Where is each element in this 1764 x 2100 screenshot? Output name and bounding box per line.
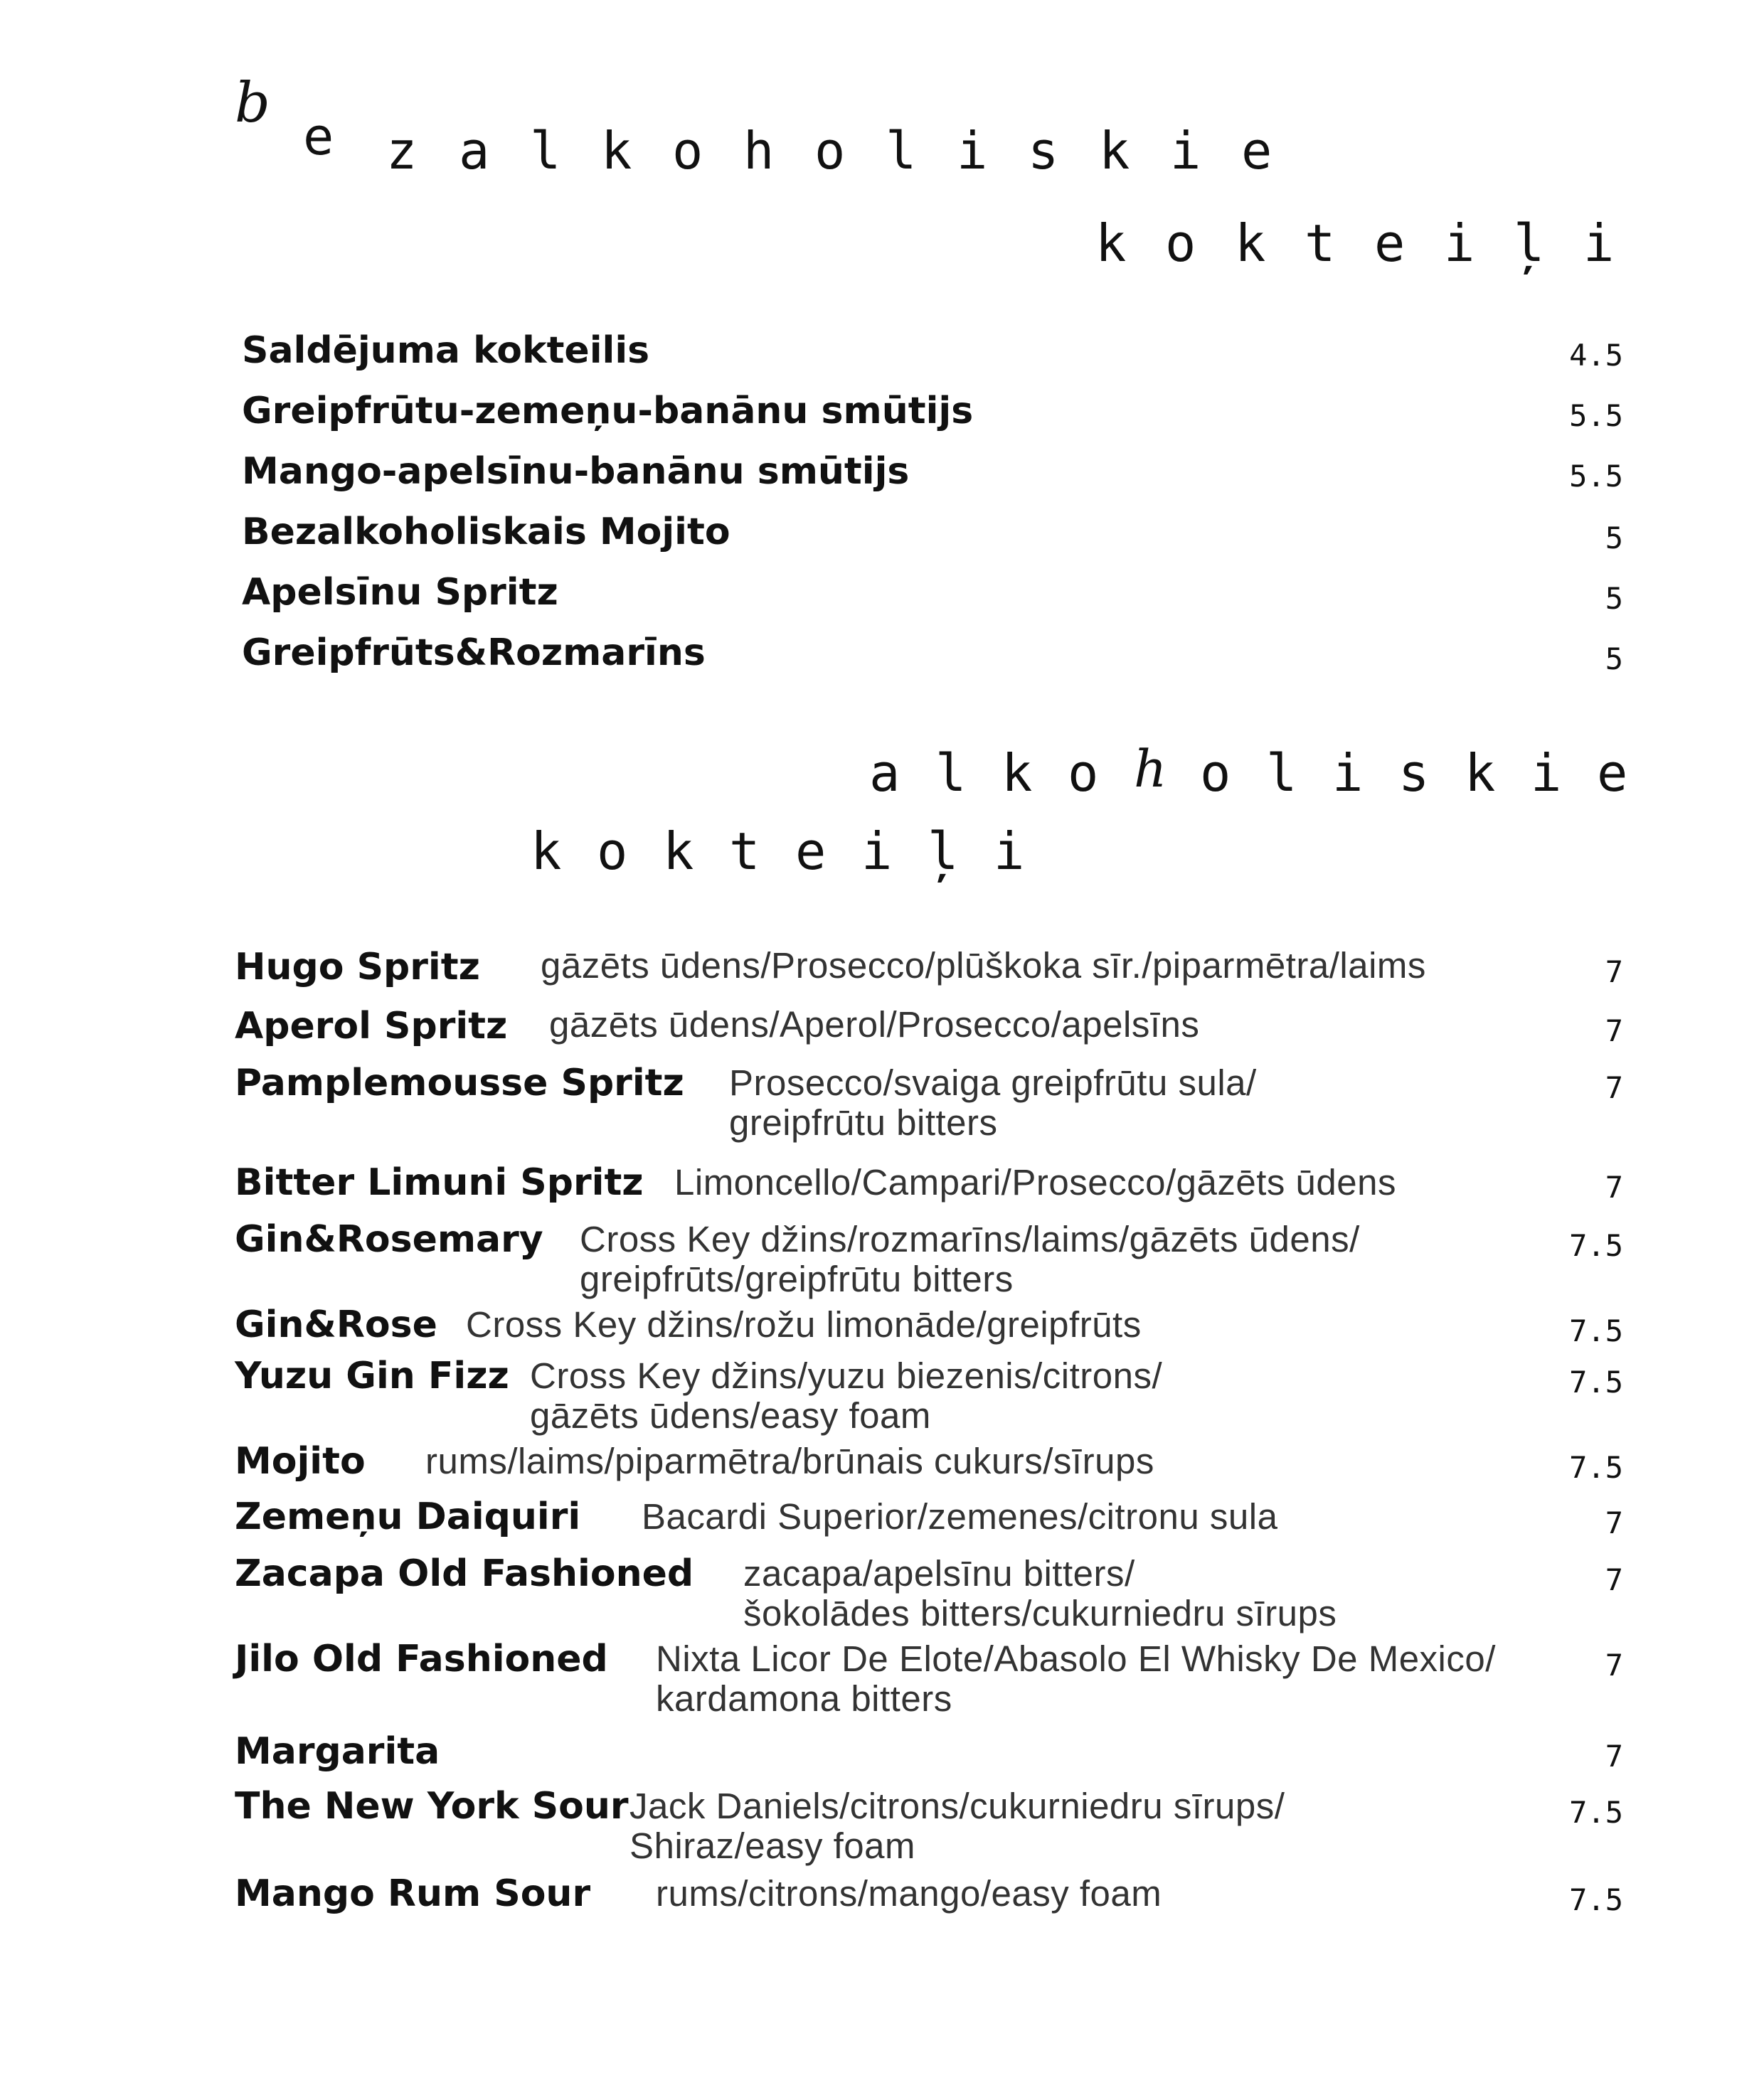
heading-letter: o <box>1200 743 1231 803</box>
menu-item-name: Bitter Limuni Spritz <box>235 1161 644 1204</box>
menu-item-price: 7 <box>1605 1562 1623 1597</box>
heading-letter: k <box>663 821 694 881</box>
menu-item-name: Greipfrūts&Rozmarīns <box>242 631 706 674</box>
heading-letter: l <box>530 121 561 181</box>
menu-item-price: 7 <box>1605 1170 1623 1205</box>
menu-item-desc-line: greipfrūts/greipfrūtu bitters <box>580 1259 1014 1299</box>
menu-item-price: 7.5 <box>1569 1365 1623 1400</box>
menu-item-price: 5 <box>1605 641 1623 676</box>
menu-item-desc <box>425 1441 1154 1481</box>
heading-letter: h <box>1134 739 1167 799</box>
heading-letter: o <box>1165 213 1196 273</box>
menu-item-price: 5 <box>1605 581 1623 616</box>
menu-item-name: Gin&Rosemary <box>235 1218 543 1261</box>
menu-item-desc-line: Cross Key džins/rožu limonāde/greipfrūts <box>466 1304 1142 1345</box>
menu-item-name: Mango-apelsīnu-banānu smūtijs <box>242 450 910 493</box>
menu-item-desc-line: Nixta Licor De Elote/Abasolo El Whisky De Mexico/ <box>656 1638 1496 1679</box>
menu-item-price: 4.5 <box>1569 338 1623 373</box>
heading-letter: ļ <box>928 821 959 881</box>
heading-letter: k <box>601 121 632 181</box>
menu-item-desc-line: gāzēts ūdens/Prosecco/plūškoka sīr./piparmētra/laims <box>541 945 1426 986</box>
menu-item-name: Margarita <box>235 1730 440 1773</box>
heading-letter: i <box>1583 213 1615 273</box>
menu-item-name: Yuzu Gin Fizz <box>235 1355 509 1397</box>
heading-letter: i <box>1531 743 1562 803</box>
heading-letter: i <box>1170 121 1201 181</box>
menu-item-desc <box>466 1305 1142 1345</box>
menu-item-price: 5.5 <box>1569 398 1623 433</box>
heading-letter: t <box>729 821 760 881</box>
menu-item-price: 7 <box>1605 954 1623 989</box>
menu-item-desc-line: gāzēts ūdens/Aperol/Prosecco/apelsīns <box>549 1004 1200 1045</box>
menu-item-desc-line: rums/laims/piparmētra/brūnais cukurs/sīrups <box>425 1441 1154 1481</box>
heading-letter: h <box>743 121 775 181</box>
heading-letter: i <box>861 821 893 881</box>
menu-item-price: 7 <box>1605 1505 1623 1540</box>
menu-item-price: 7.5 <box>1569 1450 1623 1485</box>
heading-letter: i <box>1444 213 1475 273</box>
heading-letter: ļ <box>1514 213 1545 273</box>
menu-item-desc-line: greipfrūtu bitters <box>729 1102 998 1143</box>
menu-item-desc <box>656 1639 1496 1719</box>
heading-letter: o <box>814 121 846 181</box>
heading-letter: i <box>1332 743 1364 803</box>
heading-letter: s <box>1028 121 1059 181</box>
menu-item-name: Bezalkoholiskais Mojito <box>242 511 730 553</box>
menu-item-desc <box>743 1554 1337 1633</box>
menu-item-price: 7 <box>1605 1739 1623 1774</box>
menu-item-price: 7.5 <box>1569 1795 1623 1830</box>
heading-letter: b <box>235 71 270 135</box>
heading-letter: k <box>531 821 562 881</box>
heading-letter: z <box>386 121 418 181</box>
menu-item-price: 7.5 <box>1569 1228 1623 1263</box>
heading-letter: e <box>1374 213 1406 273</box>
menu-item-desc <box>729 1063 1257 1143</box>
heading-letter: a <box>869 743 900 803</box>
menu-item-name: Mango Rum Sour <box>235 1872 591 1915</box>
menu-item-price: 7 <box>1605 1648 1623 1683</box>
heading-letter: t <box>1305 213 1336 273</box>
menu-item-desc-line: Limoncello/Campari/Prosecco/gāzēts ūdens <box>674 1162 1396 1203</box>
heading-letter: l <box>935 743 967 803</box>
heading-letter: l <box>1266 743 1297 803</box>
menu-item-desc <box>656 1874 1162 1914</box>
menu-item-desc-line: zacapa/apelsīnu bitters/ <box>743 1553 1135 1594</box>
menu-item-desc <box>549 1005 1199 1045</box>
menu-item-desc <box>642 1497 1277 1537</box>
heading-letter: k <box>1095 213 1127 273</box>
menu-item-name: Gin&Rose <box>235 1304 437 1346</box>
heading-letter: i <box>957 121 988 181</box>
menu-item-desc-line: rums/citrons/mango/easy foam <box>656 1873 1162 1914</box>
heading-letter: i <box>994 821 1025 881</box>
heading-letter: k <box>1001 743 1033 803</box>
menu-item-name: Greipfrūtu-zemeņu-banānu smūtijs <box>242 390 974 432</box>
heading-letter: a <box>459 121 490 181</box>
heading-letter: k <box>1235 213 1266 273</box>
menu-item-desc-line: Cross Key džins/rozmarīns/laims/gāzēts ūdens/ <box>580 1219 1360 1259</box>
menu-item-name: Hugo Spritz <box>235 946 480 988</box>
menu-item-price: 7 <box>1605 1070 1623 1105</box>
heading-letter: k <box>1465 743 1496 803</box>
menu-item-desc-line: kardamona bitters <box>656 1678 952 1719</box>
menu-item-desc-line: Bacardi Superior/zemenes/citronu sula <box>642 1496 1278 1537</box>
menu-item-name: Mojito <box>235 1440 366 1483</box>
menu-item-desc <box>580 1220 1360 1299</box>
menu-item-name: Apelsīnu Spritz <box>242 571 558 614</box>
heading-letter: e <box>1241 121 1272 181</box>
heading-letter: k <box>1099 121 1130 181</box>
menu-item-desc-line: Cross Key džins/yuzu biezenis/citrons/ <box>530 1355 1163 1396</box>
menu-item-desc <box>674 1163 1396 1203</box>
menu-item-price: 5.5 <box>1569 459 1623 494</box>
menu-item-desc <box>541 946 1426 986</box>
heading-letter: o <box>597 821 628 881</box>
menu-item-price: 7.5 <box>1569 1313 1623 1348</box>
menu-item-desc <box>629 1786 1285 1866</box>
menu-item-name: The New York Sour <box>235 1785 629 1828</box>
menu-item-name: Zemeņu Daiquiri <box>235 1496 581 1538</box>
menu-item-desc-line: Jack Daniels/citrons/cukurniedru sīrups/ <box>629 1786 1285 1826</box>
menu-item-price: 5 <box>1605 521 1623 555</box>
heading-letter: e <box>795 821 827 881</box>
menu-item-desc-line: Shiraz/easy foam <box>629 1825 916 1866</box>
heading-letter: e <box>303 107 334 166</box>
heading-letter: o <box>1068 743 1099 803</box>
heading-letter: s <box>1398 743 1430 803</box>
menu-item-desc-line: Prosecco/svaiga greipfrūtu sula/ <box>729 1062 1257 1103</box>
menu-item-desc-line: šokolādes bitters/cukurniedru sīrups <box>743 1593 1337 1633</box>
menu-item-desc-line: gāzēts ūdens/easy foam <box>530 1395 931 1436</box>
menu-item-name: Pamplemousse Spritz <box>235 1062 684 1104</box>
menu-item-price: 7.5 <box>1569 1882 1623 1917</box>
heading-letter: o <box>672 121 703 181</box>
menu-item-name: Saldējuma kokteilis <box>242 329 650 372</box>
heading-letter: e <box>1597 743 1628 803</box>
menu-item-desc <box>530 1356 1162 1436</box>
menu-item-name: Aperol Spritz <box>235 1005 508 1048</box>
menu-item-price: 7 <box>1605 1013 1623 1048</box>
heading-letter: l <box>886 121 917 181</box>
menu-item-name: Zacapa Old Fashioned <box>235 1552 694 1595</box>
menu-item-name: Jilo Old Fashioned <box>235 1638 608 1680</box>
